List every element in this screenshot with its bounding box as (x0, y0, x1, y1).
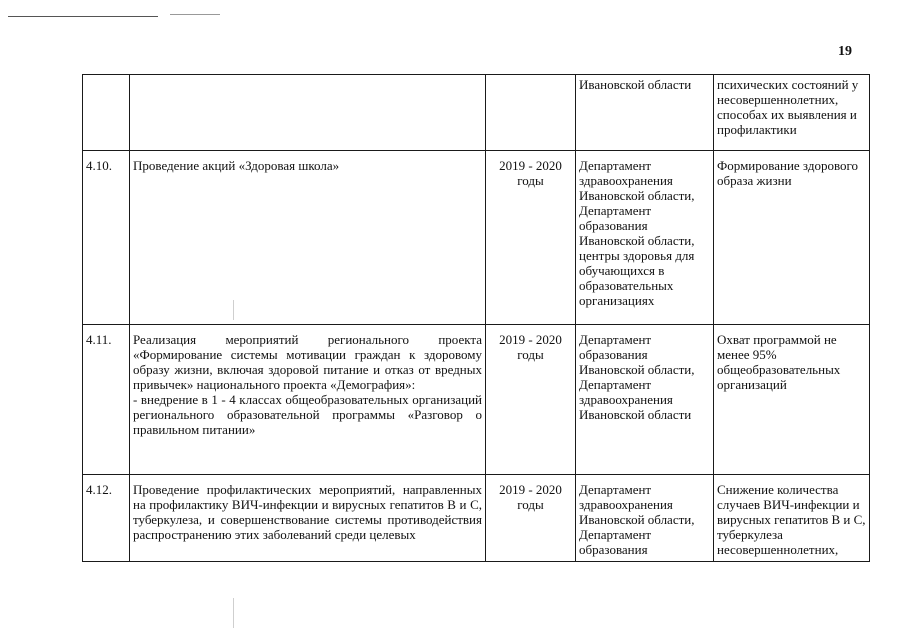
row-action (130, 75, 486, 151)
row-result: Формирование здорового образа жизни (714, 151, 870, 325)
row-number (83, 75, 130, 151)
row-executor: Департамент здравоохранения Ивановской области, Департамент образования Ивановской области, центры здоровья для обучающихся в образовательных организациях (576, 151, 714, 325)
scan-artifact-line (170, 14, 220, 15)
table-row (83, 475, 870, 562)
table-row (83, 325, 870, 475)
row-period: 2019 - 2020 годы (486, 325, 576, 475)
row-period: 2019 - 2020 годы (486, 475, 576, 562)
scan-artifact-line (8, 16, 158, 17)
row-executor: Ивановской области (576, 75, 714, 151)
row-result: психических состояний у несовершеннолетних, способах их выявления и профилактики (714, 75, 870, 151)
page-number: 19 (838, 44, 852, 59)
row-number: 4.12. (83, 475, 130, 562)
row-action: Проведение профилактических мероприятий, направленных на профилактику ВИЧ-инфекции и вирусных гепатитов В и С, туберкулеза, и совершенствование системы противодействия распространению этих заболеваний среди целевых (130, 475, 486, 562)
row-action: Проведение акций «Здоровая школа» (130, 151, 486, 325)
row-executor: Департамент образования Ивановской области, Департамент здравоохранения Ивановской области (576, 325, 714, 475)
row-number: 4.10. (83, 151, 130, 325)
row-number: 4.11. (83, 325, 130, 475)
row-result: Охват программой не менее 95% общеобразовательных организаций (714, 325, 870, 475)
scan-artifact-line (233, 598, 234, 628)
row-action: Реализация мероприятий регионального проекта «Формирование системы мотивации граждан к здоровому образу жизни, включая здоровой питание и отказ от вредных привычек» национального проекта «Демография»: - внедрение в 1 - 4 классах общеобразовательных организаций регионального образовательной программы «Разговор о правильном питании» (130, 325, 486, 475)
row-result: Снижение количества случаев ВИЧ-инфекции и вирусных гепатитов В и С, туберкулеза несовершеннолетних, (714, 475, 870, 562)
table-row (83, 75, 870, 151)
table-row (83, 151, 870, 325)
activity-table (82, 74, 870, 562)
row-executor: Департамент здравоохранения Ивановской области, Департамент образования (576, 475, 714, 562)
row-period (486, 75, 576, 151)
row-period: 2019 - 2020 годы (486, 151, 576, 325)
